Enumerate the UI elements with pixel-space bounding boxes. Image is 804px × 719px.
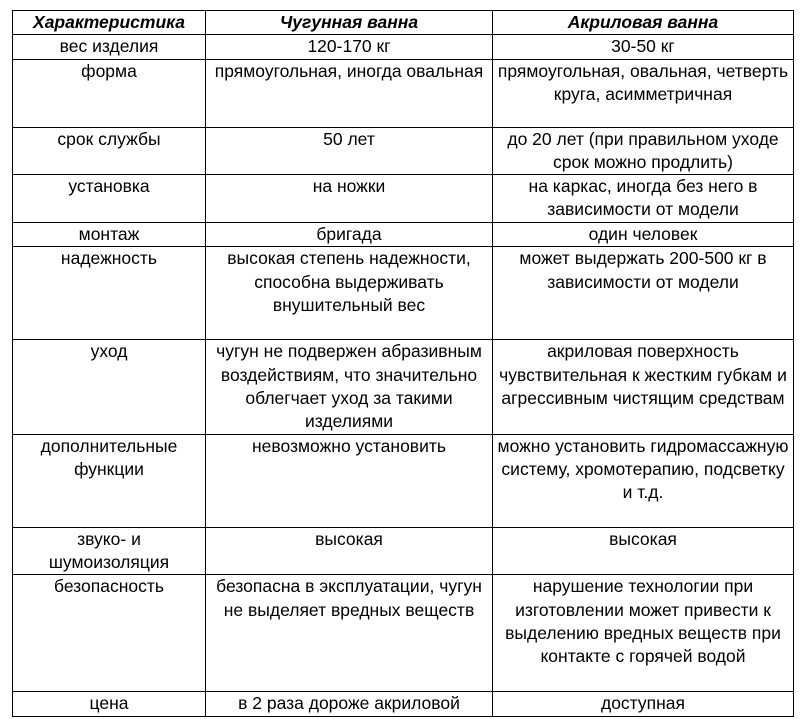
cell-characteristic: срок службы [13,127,206,175]
table-row-mounting [13,223,794,247]
header-row [13,11,794,35]
cell-characteristic: безопасность [13,575,206,692]
comparison-table [12,10,794,717]
cell-cast-iron: в 2 раза дороже акриловой [206,692,493,716]
cell-acrylic: один человек [493,223,794,247]
cell-acrylic: 30-50 кг [493,35,794,59]
table-row-shape [13,59,794,127]
cell-acrylic: доступная [493,692,794,716]
table-row-price [13,692,794,716]
table-row-installation [13,175,794,223]
cell-cast-iron: невозможно установить [206,434,493,527]
cell-characteristic: монтаж [13,223,206,247]
cell-acrylic: прямоугольная, овальная, четверть круга, асимметричная [493,59,794,127]
cell-cast-iron: высокая степень надежности, способна выдерживать внушительный вес [206,247,493,340]
table-row-weight [13,35,794,59]
cell-cast-iron: безопасна в эксплуатации, чугун не выделяет вредных веществ [206,575,493,692]
table-row-safety [13,575,794,692]
table-row-sound-insulation [13,527,794,575]
cell-acrylic: до 20 лет (при правильном уходе срок можно продлить) [493,127,794,175]
table-row-service-life [13,127,794,175]
table-row-reliability [13,247,794,340]
header-cast-iron: Чугунная ванна [206,11,493,35]
cell-acrylic: нарушение технологии при изготовлении может привести к выделению вредных веществ при контакте с горячей водой [493,575,794,692]
cell-characteristic: уход [13,340,206,434]
cell-acrylic: может выдержать 200-500 кг в зависимости от модели [493,247,794,340]
cell-acrylic: высокая [493,527,794,575]
cell-characteristic: цена [13,692,206,716]
header-acrylic: Акриловая ванна [493,11,794,35]
cell-cast-iron: 50 лет [206,127,493,175]
cell-cast-iron: бригада [206,223,493,247]
cell-cast-iron: на ножки [206,175,493,223]
header-characteristic: Характеристика [13,11,206,35]
cell-cast-iron: 120-170 кг [206,35,493,59]
cell-characteristic: форма [13,59,206,127]
cell-cast-iron: прямоугольная, иногда овальная [206,59,493,127]
cell-cast-iron: чугун не подвержен абразивным воздействиям, что значительно облегчает уход за такими изделиями [206,340,493,434]
table-row-extra-functions [13,434,794,527]
table-row-care [13,340,794,434]
cell-acrylic: акриловая поверхность чувствительная к жестким губкам и агрессивным чистящим средствам [493,340,794,434]
cell-characteristic: звуко- и шумоизоляция [13,527,206,575]
cell-characteristic: установка [13,175,206,223]
cell-acrylic: на каркас, иногда без него в зависимости от модели [493,175,794,223]
cell-characteristic: надежность [13,247,206,340]
cell-characteristic: вес изделия [13,35,206,59]
cell-characteristic: дополнительные функции [13,434,206,527]
cell-cast-iron: высокая [206,527,493,575]
cell-acrylic: можно установить гидромассажную систему, хромотерапию, подсветку и т.д. [493,434,794,527]
